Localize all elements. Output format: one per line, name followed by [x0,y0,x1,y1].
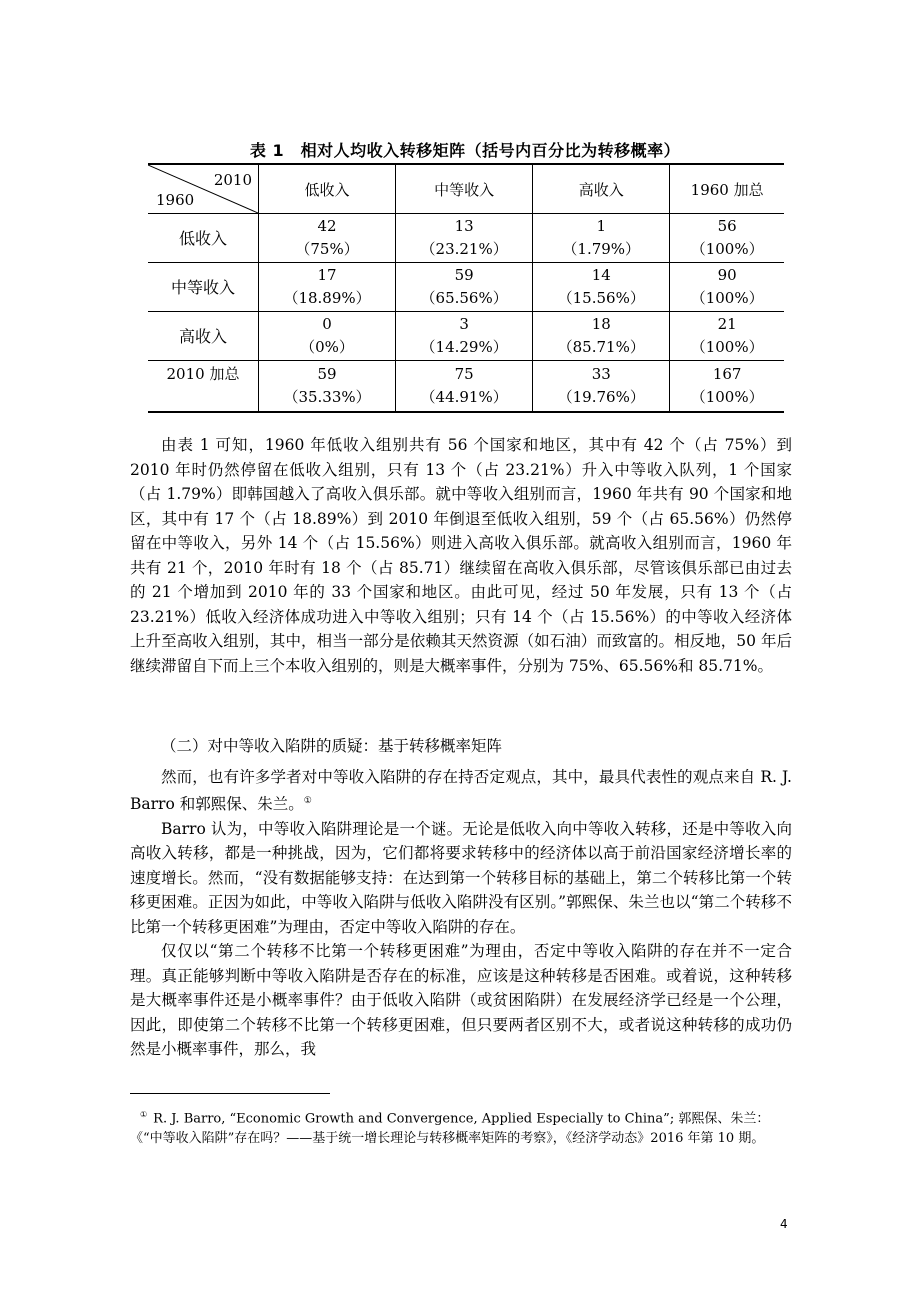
column-header: 中等收入 [396,164,533,214]
cell-count: 75 [454,365,474,383]
footnote [130,1105,792,1149]
section-heading: （二）对中等收入陷阱的质疑：基于转移概率矩阵 [161,737,503,755]
table-cell [533,214,670,263]
corner-column-year: 2010 [213,171,252,189]
page-number: 4 [780,1217,788,1231]
table-cell [533,361,670,413]
table-cell [670,361,784,413]
footnote-divider [130,1093,330,1094]
cell-count: 14 [591,266,611,284]
cell-percent: （18.89%） [283,289,371,307]
table-row [148,214,784,263]
row-header: 2010 加总 [148,361,259,413]
body-text-block-2 [130,734,792,1062]
cell-count: 17 [317,266,337,284]
corner-row-year: 1960 [156,191,195,209]
table-cell [533,312,670,361]
cell-count: 42 [317,217,337,235]
table-cell [533,263,670,312]
cell-percent: （75%） [295,240,359,258]
table-cell [396,214,533,263]
paragraph [130,765,792,817]
table-cell [259,312,396,361]
cell-count: 21 [717,315,737,333]
column-header: 低收入 [259,164,396,214]
cell-percent: （100%） [690,388,764,406]
cell-percent: （44.91%） [420,388,508,406]
cell-percent: （23.21%） [420,240,508,258]
cell-percent: （100%） [690,240,764,258]
paragraph: Barro 认为，中等收入陷阱理论是一个谜。无论是低收入向中等收入转移，还是中等收入向高收入转移，都是一种挑战，因为，它们都将要求转移中的经济体以高于前沿国家经济增长率的速度增长。然而，“没有数据能够支持：在达到第一个转移目标的基础上，第二个转移比第一个转移更困难。正因为如此，中等收入陷阱与低收入陷阱没有区别。”郭熙保、朱兰也以“第二个转移不比第一个转移更困难”为理由，否定中等收入陷阱的存在。 [130,819,792,936]
footnote-mark: ① [140,1110,148,1119]
cell-percent: （15.56%） [557,289,645,307]
cell-count: 0 [322,315,332,333]
cell-count: 90 [717,266,737,284]
row-header: 中等收入 [148,263,259,312]
paragraph: 由表 1 可知，1960 年低收入组别共有 56 个国家和地区，其中有 42 个（占 75%）到 2010 年时仍然停留在低收入组别，只有 13 个（占 23.21%）升入中等收入队列，1 个国家（占 1.79%）即韩国越入了高收入俱乐部。就中等收入组别而言，1960 年共有 90 个国家和地区，其中有 17 个（占 18.89%）到 2010 年倒退至低收入组别，59 个（占 65.56%）仍然停留在中等收入，另外 14 个（占 15.56%）则进入高收入俱乐部。就高收入组别而言，1960 年共有 21 个，2010 年时有 18 个（占 85.71）继续留在高收入俱乐部，尽管该俱乐部已由过去的 21 个增加到 2010 年的 33 个国家和地区。由此可见，经过 50 年发展，只有 13 个（占 23.21%）低收入经济体成功进入中等收入组别；只有 14 个（占 15.56%）的中等收入经济体上升至高收入组别，其中，相当一部分是依赖其天然资源（如石油）而致富的。相反地，50 年后继续滞留自下而上三个本收入组别的，则是大概率事件，分别为 75%、65.56%和 85.71%。 [130,436,792,675]
table-cell [259,263,396,312]
table-cell [396,263,533,312]
cell-percent: （1.79%） [562,240,641,258]
table-row [148,361,784,413]
cell-count: 56 [717,217,737,235]
table-row [148,263,784,312]
footnote-reference[interactable]: ① [303,796,312,806]
cell-count: 59 [454,266,474,284]
table-header-row [148,164,784,214]
cell-percent: （100%） [690,338,764,356]
row-header: 低收入 [148,214,259,263]
cell-percent: （19.76%） [557,388,645,406]
cell-count: 18 [591,315,611,333]
cell-percent: （0%） [300,338,354,356]
column-header: 1960 加总 [670,164,784,214]
table-cell [670,214,784,263]
cell-count: 3 [459,315,469,333]
cell-percent: （100%） [690,289,764,307]
cell-percent: （35.33%） [283,388,371,406]
table-cell [396,312,533,361]
table-cell [670,312,784,361]
cell-percent: （85.71%） [557,338,645,356]
cell-count: 59 [317,365,337,383]
table-title: 表 1 相对人均收入转移矩阵（括号内百分比为转移概率） [249,141,681,160]
cell-count: 1 [596,217,606,235]
cell-percent: （65.56%） [420,289,508,307]
transition-matrix-table [148,163,784,413]
cell-count: 33 [591,365,611,383]
table-cell [259,361,396,413]
cell-count: 13 [454,217,474,235]
table-corner-cell [148,164,259,214]
paragraph-text: 然而，也有许多学者对中等收入陷阱的存在持否定观点，其中，最具代表性的观点来自 R. J. Barro 和郭熙保、朱兰。 [130,767,792,814]
row-header: 高收入 [148,312,259,361]
table-row [148,312,784,361]
cell-percent: （14.29%） [420,338,508,356]
column-header: 高收入 [533,164,670,214]
footnote-text: R. J. Barro, “Economic Growth and Convergence, Applied Especially to China”; 郭熙保、朱兰：《“中等收入陷阱”存在吗？——基于统一增长理论与转移概率矩阵的考察》，《经济学动态》2016 年第 10 期。 [130,1111,770,1147]
cell-count: 167 [712,365,742,383]
paragraph: 仅仅以“第二个转移不比第一个转移更困难”为理由，否定中等收入陷阱的存在并不一定合理。真正能够判断中等收入陷阱是否存在的标准，应该是这种转移是否困难。或着说，这种转移是大概率事件还是小概率事件？由于低收入陷阱（或贫困陷阱）在发展经济学已经是一个公理，因此，即使第二个转移不比第一个转移更困难，但只要两者区别不大，或者说这种转移的成功仍然是小概率事件，那么，我 [130,942,792,1059]
body-text-block-1 [130,433,792,678]
table-cell [396,361,533,413]
table-cell [670,263,784,312]
table-cell [259,214,396,263]
